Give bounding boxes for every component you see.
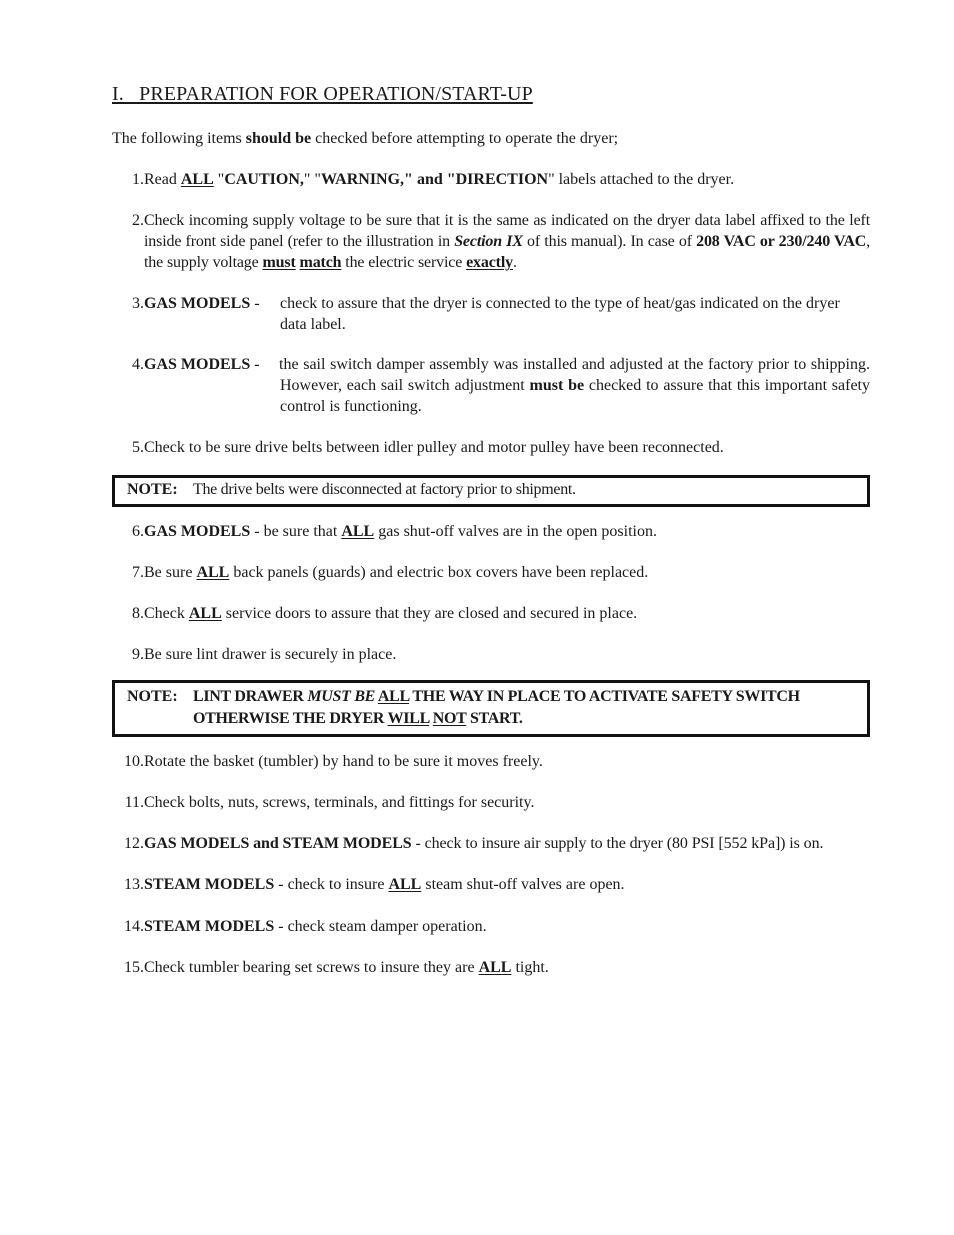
steam-models-label: STEAM MODELS [144, 876, 275, 893]
note-box-drive-belts [112, 475, 870, 507]
emphasis-not: NOT [432, 710, 467, 727]
gas-models-label: GAS MODELS [144, 356, 251, 373]
item-number: 3. [132, 295, 144, 312]
section-heading: I. PREPARATION FOR OPERATION/START-UP [112, 83, 533, 105]
item-number: 13. [124, 876, 144, 893]
section-reference: Section IX [454, 233, 523, 250]
item-text: Check tumbler bearing set screws to insure they are ALL tight. [144, 959, 549, 976]
item-text: Check bolts, nuts, screws, terminals, and fittings for security. [144, 794, 535, 811]
item-number: 15. [124, 959, 144, 976]
item-number: 11. [124, 794, 144, 811]
item-number: 8. [132, 605, 144, 622]
intro-text-end: checked before attempting to operate the dryer; [311, 130, 619, 147]
note-text: LINT DRAWER MUST BE ALL THE WAY IN PLACE TO ACTIVATE SAFETY SWITCH OTHERWISE THE DRYER WILL NOT START. [193, 688, 800, 727]
item-text: GAS MODELS - be sure that ALL gas shut-off valves are in the open position. [144, 523, 657, 540]
item-text: Be sure lint drawer is securely in place. [144, 646, 397, 663]
item-description: the sail switch damper assembly was installed and adjusted at the factory prior to shipping. However, each sail switch adjustment must be checked to assure that this important safety control is functioning. [279, 356, 871, 415]
emphasis-will: WILL [387, 710, 430, 727]
item-number: 6. [132, 523, 144, 540]
note-label: NOTE: [127, 688, 178, 705]
emphasis-match: match [299, 254, 342, 271]
item-text: Check ALL service doors to assure that they are closed and secured in place. [144, 605, 638, 622]
intro-text: The following items [112, 130, 246, 147]
item-text: STEAM MODELS - check steam damper operation. [144, 918, 487, 935]
item-text: GAS MODELS - the sail switch damper assembly was installed and adjusted at the factory prior to shipping. However, each sail switch adjustment must be checked to assure that this important safety control is functioning. [144, 356, 871, 415]
item-number: 14. [124, 918, 144, 935]
item-text: STEAM MODELS - check to insure ALL steam shut-off valves are open. [144, 876, 625, 893]
item-number: 2. [132, 212, 144, 229]
item-number: 12. [124, 835, 144, 852]
item-text: GAS MODELS - check to assure that the dryer is connected to the type of heat/gas indicated on the dryer data label. [144, 293, 870, 335]
item-text: Check incoming supply voltage to be sure that it is the same as indicated on the dryer data label affixed to the left inside front side panel (refer to the illustration in Section IX of this manual). In case of 208 VAC or 230/240 VAC, the supply voltage must match the electric service exactly. [144, 212, 870, 271]
emphasis-all: ALL [478, 959, 512, 976]
intro-emphasis: should be [245, 130, 312, 147]
emphasis-must-be: MUST BE [307, 688, 376, 705]
emphasis-exactly: exactly [466, 254, 513, 271]
item-text: Rotate the basket (tumbler) by hand to be sure it moves freely. [144, 753, 543, 770]
item-description: check to assure that the dryer is connected to the type of heat/gas indicated on the dryer data label. [280, 295, 840, 333]
item-text: Be sure ALL back panels (guards) and electric box covers have been replaced. [144, 564, 649, 581]
note-box-lint-drawer [112, 680, 870, 737]
gas-models-label: GAS MODELS [144, 523, 251, 540]
item-number: 7. [132, 564, 144, 581]
emphasis-all: ALL [180, 171, 214, 188]
voltage-spec: 208 VAC or 230/240 VAC [696, 233, 867, 250]
document-page [112, 80, 871, 976]
item-number: 1. [132, 171, 144, 188]
emphasis-all: ALL [377, 688, 410, 705]
emphasis-all: ALL [388, 876, 422, 893]
item-number: 4. [132, 356, 144, 373]
emphasis-all: ALL [188, 605, 222, 622]
item-text: GAS MODELS and STEAM MODELS - check to insure air supply to the dryer (80 PSI [552 kPa]) is on. [144, 835, 824, 852]
emphasis-all: ALL [341, 523, 375, 540]
note-text: The drive belts were disconnected at factory prior to shipment. [193, 481, 576, 498]
gas-steam-models-label: GAS MODELS and STEAM MODELS [144, 835, 412, 852]
warning-direction-label: WARNING," and "DIRECTION [320, 171, 549, 188]
item-number: 5. [132, 439, 144, 456]
emphasis-must-be: must be [529, 377, 585, 394]
caution-label: CAUTION, [224, 171, 304, 188]
emphasis-all: ALL [196, 564, 230, 581]
emphasis-must: must [262, 254, 296, 271]
steam-models-label: STEAM MODELS [144, 918, 275, 935]
gas-models-label: GAS MODELS [144, 295, 251, 312]
item-number: 10. [124, 753, 144, 770]
item-number: 9. [132, 646, 144, 663]
note-label: NOTE: [127, 481, 178, 498]
item-text: Check to be sure drive belts between idler pulley and motor pulley have been reconnected. [144, 439, 724, 456]
intro-paragraph [112, 128, 618, 149]
item-text: Read ALL "CAUTION," "WARNING," and "DIRECTION" labels attached to the dryer. [144, 171, 735, 188]
